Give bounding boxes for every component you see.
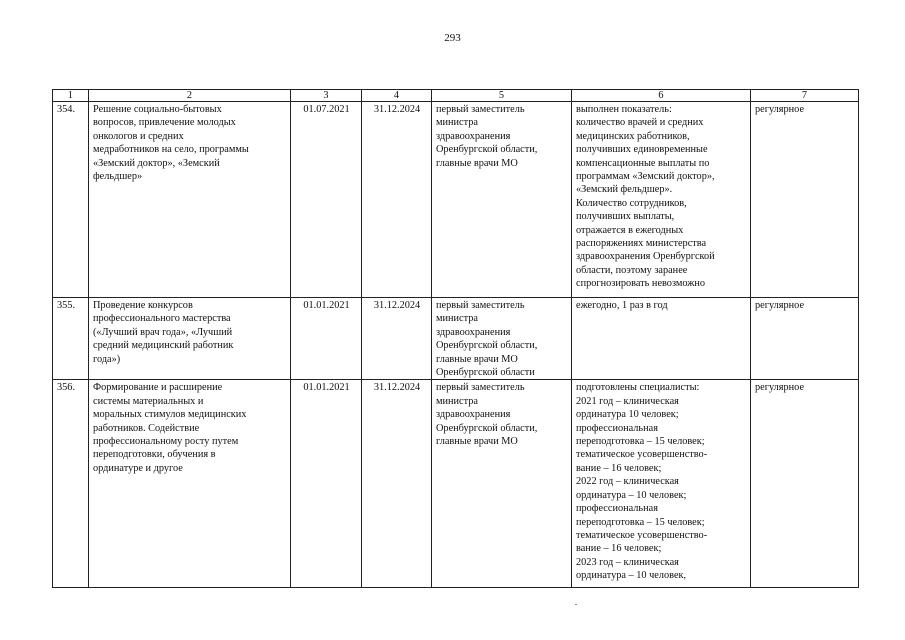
end-date: 31.12.2024	[362, 298, 432, 380]
row-number: 354.	[53, 102, 89, 298]
responsible-persons: первый заместитель министра здравоохранения Оренбургской области, главные врачи МО Оренбургской области	[432, 298, 572, 380]
responsible-persons: первый заместитель министра здравоохранения Оренбургской области, главные врачи МО	[432, 102, 572, 298]
column-number: 2	[89, 90, 291, 102]
measure-title: Проведение конкурсов профессионального мастерства («Лучший врач года», «Лучший средний медицинский работник года»)	[89, 298, 291, 380]
column-number: 3	[291, 90, 362, 102]
start-date: 01.01.2021	[291, 380, 362, 588]
end-date: 31.12.2024	[362, 102, 432, 298]
scan-speck	[575, 604, 577, 605]
plan-table	[52, 89, 859, 588]
row-number: 356.	[53, 380, 89, 588]
measure-title: Формирование и расширение системы материальных и моральных стимулов медицинских работников. Содействие профессиональному росту путем переподготовки, обучения в ординатуре и другое	[89, 380, 291, 588]
column-number: 1	[53, 90, 89, 102]
expected-result: ежегодно, 1 раз в год	[572, 298, 751, 380]
column-number: 6	[572, 90, 751, 102]
column-number-row	[53, 90, 859, 102]
responsible-persons: первый заместитель министра здравоохранения Оренбургской области, главные врачи МО	[432, 380, 572, 588]
table-row	[53, 380, 859, 588]
row-number: 355.	[53, 298, 89, 380]
start-date: 01.01.2021	[291, 298, 362, 380]
column-number: 4	[362, 90, 432, 102]
expected-result: подготовлены специалисты: 2021 год – клиническая ординатура 10 человек; профессиональная переподготовка – 15 человек; тематическое усовершенство- вание – 16 человек; 2022 год – клиническая ординатура – 10 человек; профессиональная переподготовка – 15 человек; тематическое усовершенство- вание – 16 человек; 2023 год – клиническая ординатура – 10 человек,	[572, 380, 751, 588]
measure-title: Решение социально-бытовых вопросов, привлечение молодых онкологов и средних медработников на село, программы «Земский доктор», «Земский фельдшер»	[89, 102, 291, 298]
measure-type: регулярное	[751, 298, 859, 380]
table-row	[53, 298, 859, 380]
column-number: 7	[751, 90, 859, 102]
end-date: 31.12.2024	[362, 380, 432, 588]
start-date: 01.07.2021	[291, 102, 362, 298]
expected-result: выполнен показатель: количество врачей и средних медицинских работников, получивших единовременные компенсационные выплаты по программам «Земский доктор», «Земский фельдшер». Количество сотрудников, получивших выплаты, отражается в ежегодных распоряжениях министерства здравоохранения Оренбургской области, поэтому заранее спрогнозировать невозможно	[572, 102, 751, 298]
page-number: 293	[444, 32, 461, 44]
measure-type: регулярное	[751, 102, 859, 298]
measure-type: регулярное	[751, 380, 859, 588]
column-number: 5	[432, 90, 572, 102]
table-row	[53, 102, 859, 298]
